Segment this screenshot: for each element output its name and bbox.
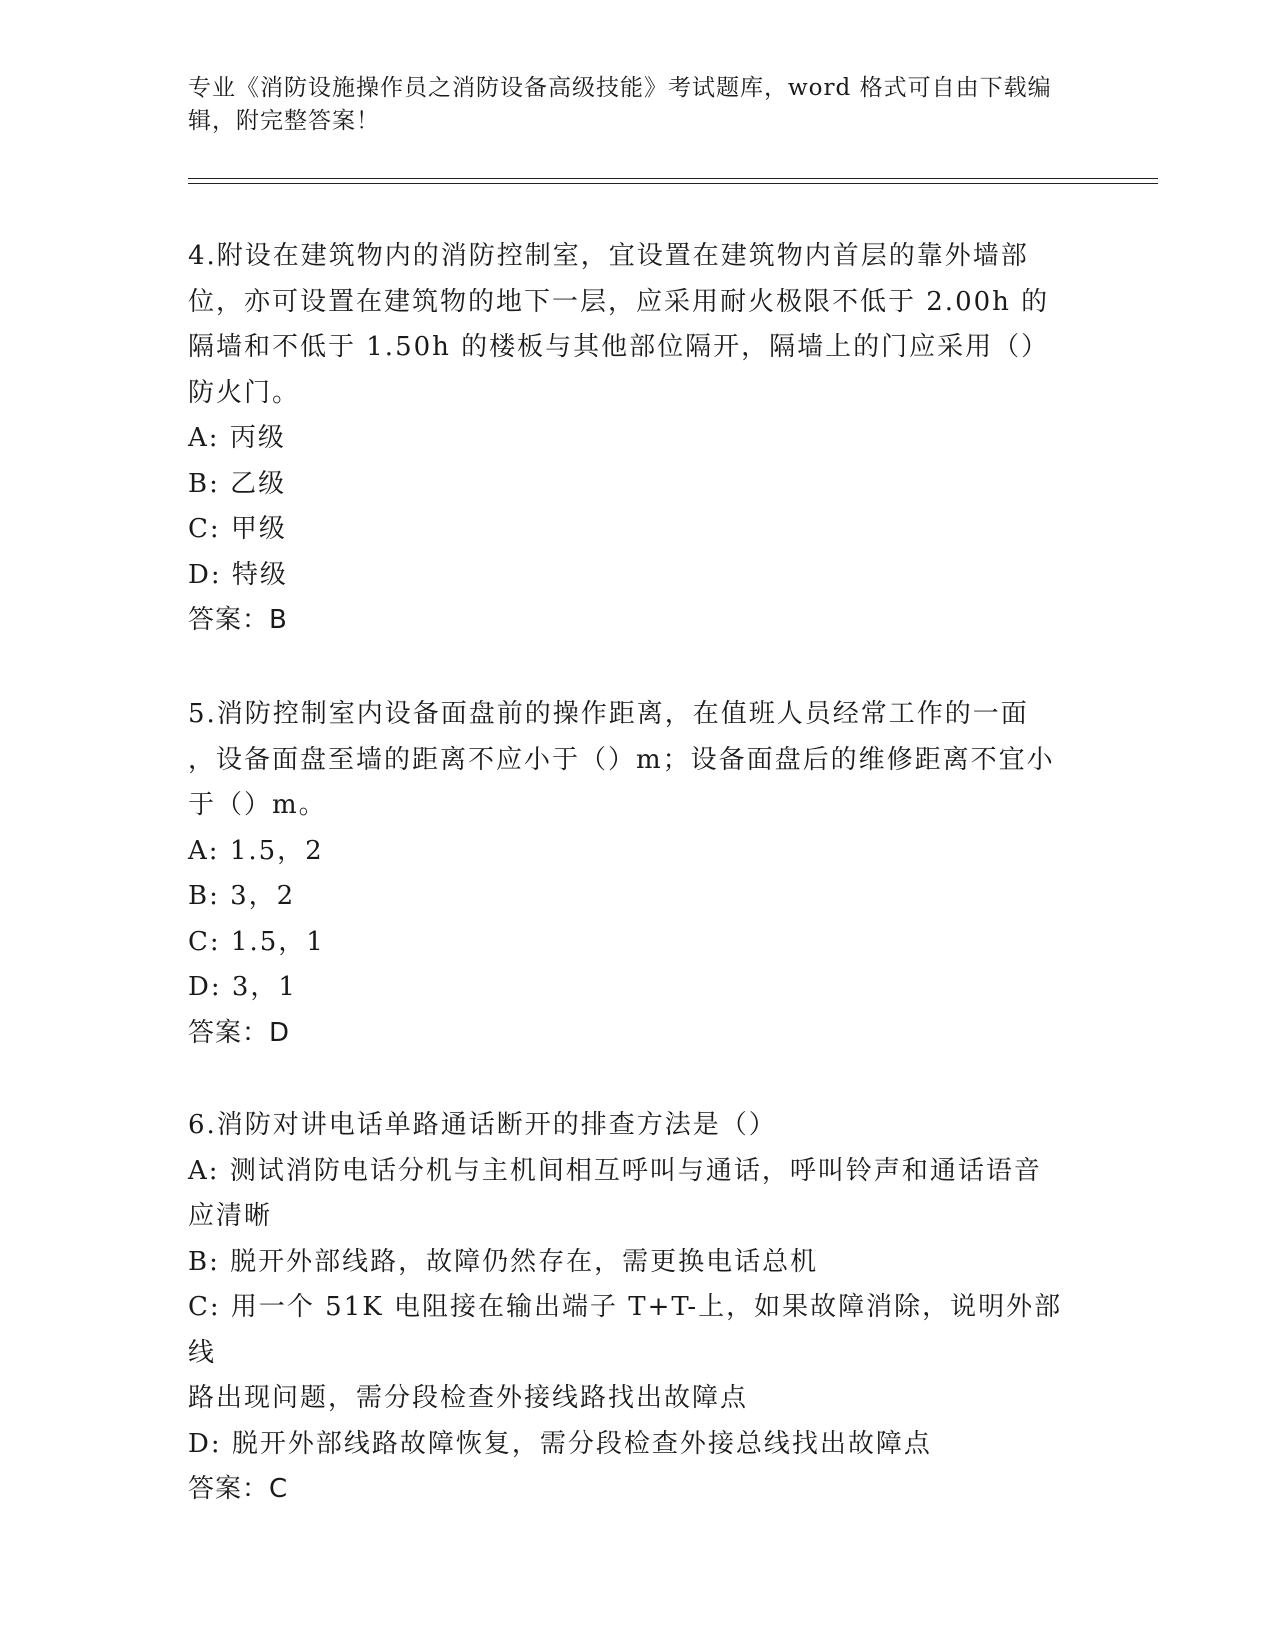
header-divider-bottom xyxy=(188,183,1158,184)
option-text: 甲级 xyxy=(230,514,287,544)
stem-line: 隔墙和不低于 1.50h 的楼板与其他部位隔开，隔墙上的门应采用（） xyxy=(188,332,1050,362)
option-text: 1.5，1 xyxy=(230,926,325,957)
option-b xyxy=(188,462,1088,508)
option-text: 用一个 51K 电阻接在输出端子 T+T-上，如果故障消除，说明外部线 xyxy=(188,1292,1063,1368)
option-label: A: xyxy=(188,423,220,453)
option-label: D: xyxy=(188,559,222,590)
option-text: 测试消防电话分机与主机间相互呼叫与通话，呼叫铃声和通话语音 xyxy=(229,1155,1042,1186)
option-text: 3，2 xyxy=(230,881,296,911)
header-line-1: 专业《消防设施操作员之消防设备高级技能》考试题库，word 格式可自由下载编 xyxy=(188,75,1052,101)
option-text: 1.5，2 xyxy=(229,835,324,866)
option-c xyxy=(188,920,1088,966)
stem-line: 6.消防对讲电话单路通话断开的排查方法是（） xyxy=(188,1110,777,1140)
option-label: C: xyxy=(188,514,221,544)
option-label: B: xyxy=(188,468,220,499)
option-c xyxy=(188,1285,1088,1422)
option-text: 脱开外部线路，故障仍然存在，需更换电话总机 xyxy=(230,1246,819,1277)
option-label: A: xyxy=(188,1155,220,1186)
option-text: 丙级 xyxy=(229,423,286,453)
question-stem xyxy=(188,1103,1088,1149)
stem-line: 防火门。 xyxy=(188,377,301,408)
option-text: 3，1 xyxy=(231,972,297,1002)
option-label: D: xyxy=(188,1428,222,1459)
stem-line: ，设备面盘至墙的距离不应小于（）m；设备面盘后的维修距离不宜小 xyxy=(188,744,1055,775)
option-text: 乙级 xyxy=(230,468,287,499)
option-b xyxy=(188,1240,1088,1286)
option-a xyxy=(188,416,1088,462)
document-header xyxy=(188,72,1088,138)
answer-line: 答案：B xyxy=(188,605,288,635)
option-text-continued: 应清晰 xyxy=(188,1201,273,1231)
option-text: 特级 xyxy=(231,559,288,590)
option-label: A: xyxy=(188,835,220,866)
header-line-2: 辑，附完整答案！ xyxy=(188,108,380,134)
answer-line: 答案：D xyxy=(188,1017,291,1048)
option-text-continued: 路出现问题，需分段检查外接线路找出故障点 xyxy=(188,1383,749,1413)
option-d xyxy=(188,1422,1088,1468)
question-6 xyxy=(188,1103,1088,1513)
option-a xyxy=(188,829,1088,875)
option-label: C: xyxy=(188,1292,221,1322)
answer-line: 答案：C xyxy=(188,1474,289,1504)
option-d xyxy=(188,965,1088,1011)
option-text: 脱开外部线路故障恢复，需分段检查外接总线找出故障点 xyxy=(231,1428,932,1459)
option-d xyxy=(188,553,1088,599)
stem-line: 位，亦可设置在建筑物的地下一层，应采用耐火极限不低于 2.00h 的 xyxy=(188,286,1050,317)
stem-line: 于（）m。 xyxy=(188,790,327,820)
question-4 xyxy=(188,234,1088,644)
stem-line: 5.消防控制室内设备面盘前的操作距离，在值班人员经常工作的一面 xyxy=(188,699,1029,729)
option-label: B: xyxy=(188,1246,220,1277)
option-label: C: xyxy=(188,926,221,957)
option-b xyxy=(188,874,1088,920)
stem-line: 4.附设在建筑物内的消防控制室，宜设置在建筑物内首层的靠外墙部 xyxy=(188,241,1029,271)
question-stem xyxy=(188,234,1088,416)
option-c xyxy=(188,507,1088,553)
option-label: D: xyxy=(188,972,222,1002)
question-stem xyxy=(188,692,1088,829)
header-divider-top xyxy=(188,178,1158,179)
question-5 xyxy=(188,692,1088,1056)
option-label: B: xyxy=(188,881,220,911)
option-a xyxy=(188,1149,1088,1240)
